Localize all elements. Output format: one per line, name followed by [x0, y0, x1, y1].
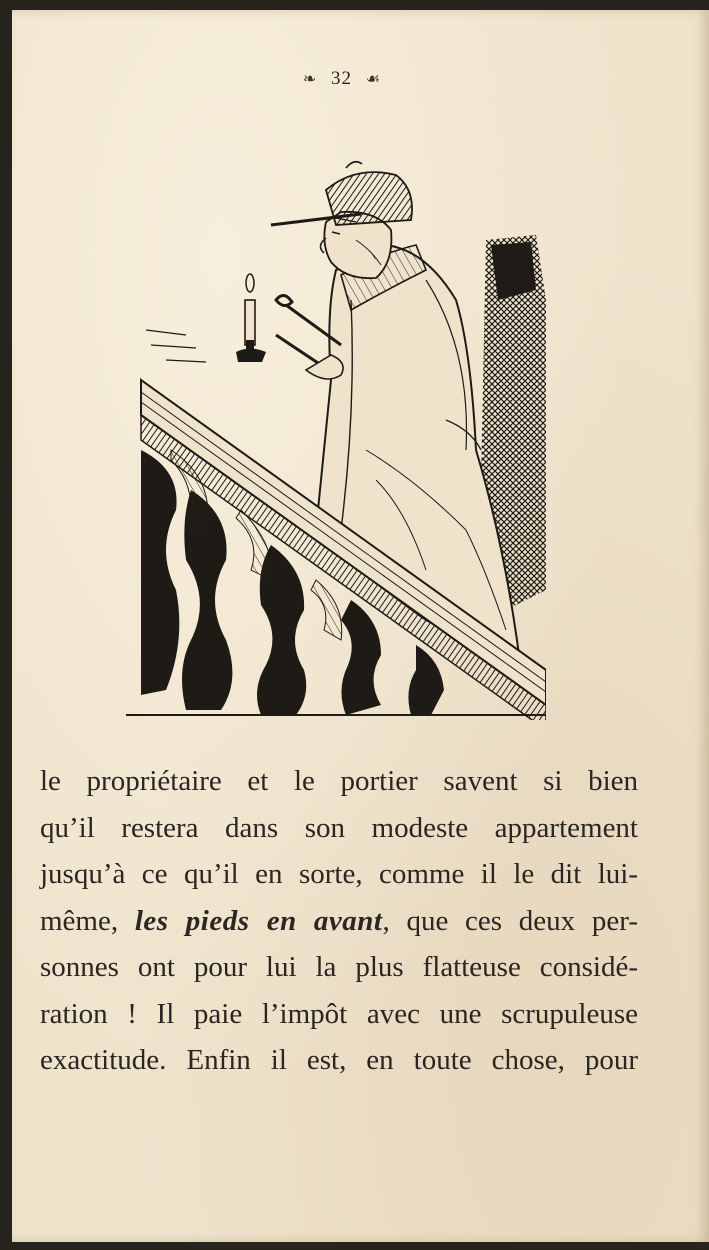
text-line: même, les pieds en avant, que ces deux per-: [40, 904, 638, 937]
text-line: jusqu’à ce qu’il en sorte, comme il le dit lui-: [40, 858, 638, 890]
candle-icon: [236, 274, 266, 362]
text-line: qu’il restera dans son modeste appartement: [40, 811, 638, 844]
text-line: exactitude. Enfin il est, en toute chose, pour: [40, 1044, 638, 1076]
page-header: [12, 68, 672, 90]
book-page: [12, 10, 709, 1242]
engraving-illustration: [126, 150, 546, 720]
italic-phrase: les pieds en avant: [134, 904, 383, 937]
ornament-left-icon: ❧: [302, 71, 318, 88]
ornament-right-icon: ☙: [365, 71, 382, 88]
text-line: le propriétaire et le portier savent si bien: [40, 765, 638, 797]
page-number: 32: [331, 68, 353, 89]
text-line: sonnes ont pour lui la plus flatteuse considé-: [40, 951, 638, 983]
body-text: [40, 758, 638, 1084]
text-line: ration ! Il paie l’impôt avec une scrupuleuse: [40, 997, 638, 1030]
